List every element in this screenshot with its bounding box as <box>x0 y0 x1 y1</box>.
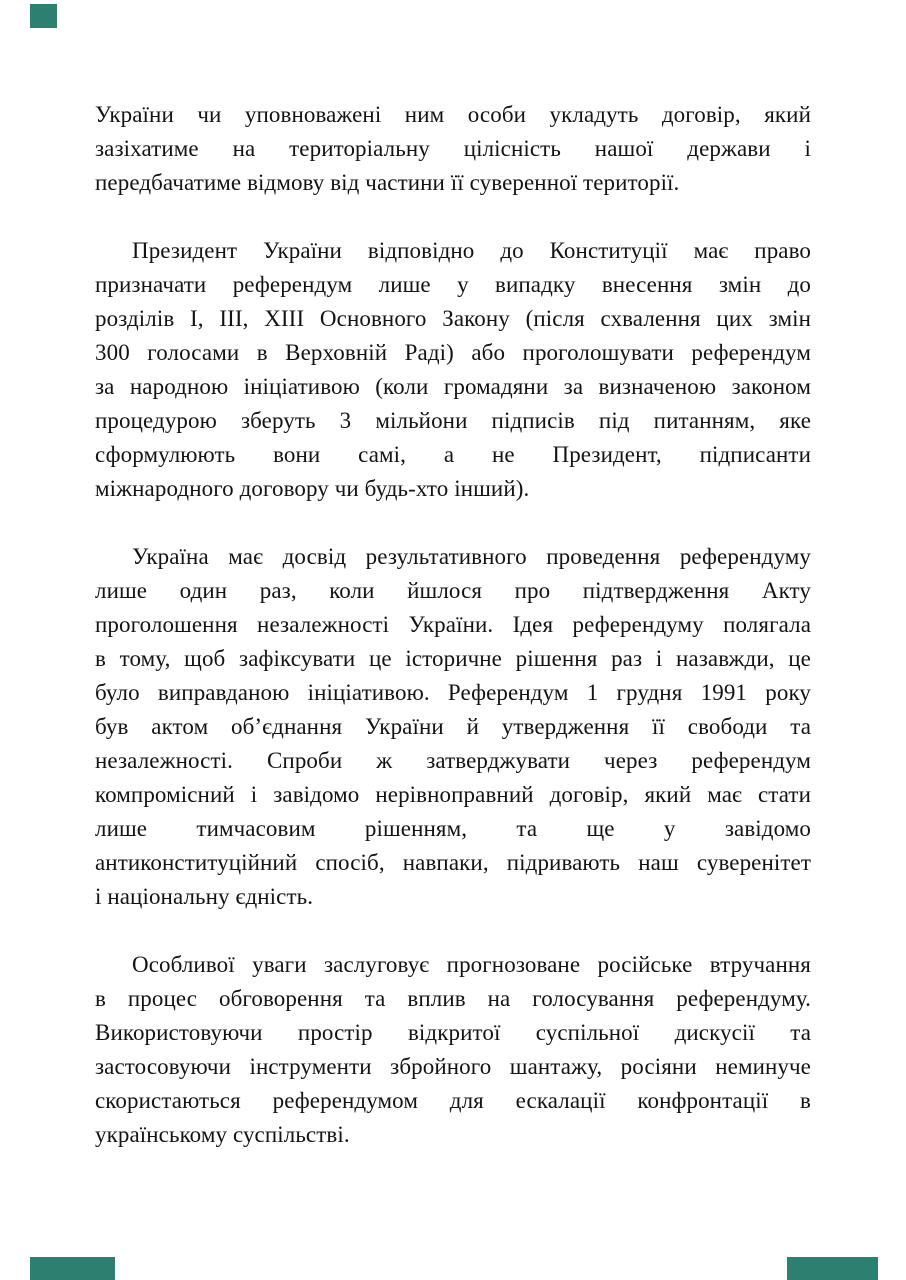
text-line: 300 голосами в Верховній Раді) або проголошувати референдум <box>95 340 811 365</box>
text-line: антиконституційний спосіб, навпаки, підривають наш суверенітет <box>95 850 811 875</box>
document-text <box>95 98 811 1152</box>
text-line: був актом об’єднання України й утвердження її свободи та <box>95 714 811 739</box>
text-line: лише один раз, коли йшлося про підтвердження Акту <box>95 578 811 603</box>
text-line: України чи уповноважені ним особи укладуть договір, який <box>95 102 811 127</box>
text-line: скористаються референдумом для ескалації конфронтації в <box>95 1088 811 1113</box>
text-line: в процес обговорення та вплив на голосування референдуму. <box>95 986 811 1011</box>
text-line: компромісний і завідомо нерівноправний договір, який має стати <box>95 782 811 807</box>
paragraph <box>95 98 811 200</box>
text-line: Використовуючи простір відкритої суспільної дискусії та <box>95 1020 811 1045</box>
text-line: розділів І, ІІІ, ХІІІ Основного Закону (після схвалення цих змін <box>95 306 811 331</box>
text-line: за народною ініціативою (коли громадяни за визначеною законом <box>95 374 811 399</box>
text-line: проголошення незалежності України. Ідея референдуму полягала <box>95 612 811 637</box>
text-line: передбачатиме відмову від частини її суверенної території. <box>95 170 680 195</box>
corner-mark-bottom-left <box>30 1257 115 1280</box>
text-line: зазіхатиме на територіальну цілісність нашої держави і <box>95 136 811 161</box>
text-line: в тому, щоб зафіксувати це історичне рішення раз і назавжди, це <box>95 646 811 671</box>
text-line: Президент України відповідно до Конституції має право <box>132 238 811 263</box>
text-line: процедурою зберуть 3 мільйони підписів під питанням, яке <box>95 408 811 433</box>
text-line: було виправданою ініціативою. Референдум 1 грудня 1991 року <box>95 680 811 705</box>
text-line: і національну єдність. <box>95 884 314 909</box>
text-line: незалежності. Спроби ж затверджувати через референдум <box>95 748 811 773</box>
corner-mark-top-left <box>30 4 57 28</box>
text-line: лише тимчасовим рішенням, та ще у завідомо <box>95 816 811 841</box>
paragraph <box>95 234 811 506</box>
corner-mark-bottom-right <box>787 1257 878 1280</box>
text-line: сформулюють вони самі, а не Президент, підписанти <box>95 442 811 467</box>
text-line: застосовуючи інструменти збройного шантажу, росіяни неминуче <box>95 1054 811 1079</box>
text-line: міжнародного договору чи будь-хто інший). <box>95 476 530 501</box>
text-line: призначати референдум лише у випадку внесення змін до <box>95 272 811 297</box>
text-line: Україна має досвід результативного проведення референдуму <box>132 544 811 569</box>
paragraph <box>95 948 811 1152</box>
text-line: українському суспільстві. <box>95 1122 350 1147</box>
paragraph <box>95 540 811 914</box>
text-line: Особливої уваги заслуговує прогнозоване російське втручання <box>132 952 811 977</box>
